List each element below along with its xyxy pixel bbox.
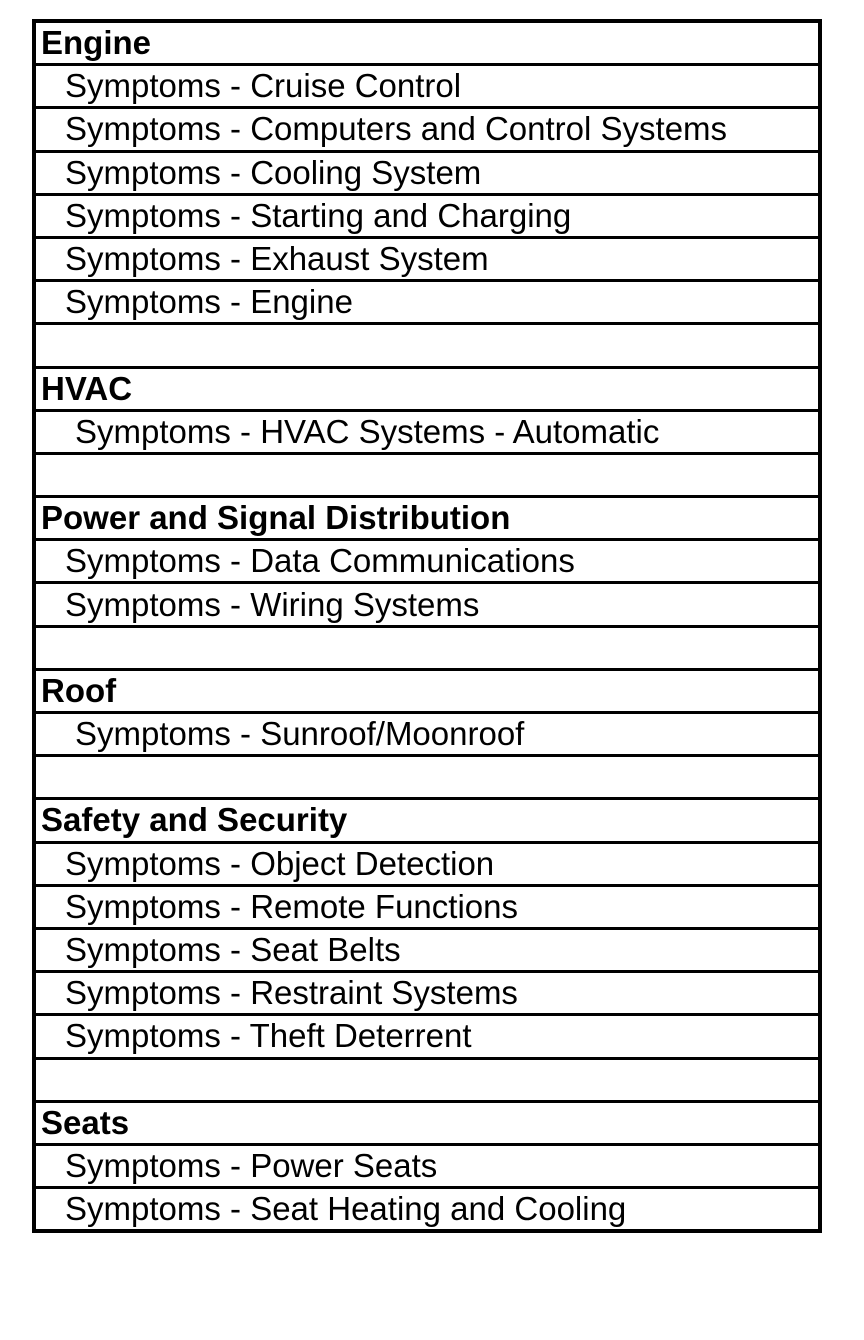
blank-cell (34, 324, 820, 367)
section-header: HVAC (34, 367, 820, 410)
symptoms-index-table (32, 19, 822, 1233)
symptom-row (34, 713, 820, 756)
section-header-row (34, 669, 820, 712)
symptom-row (34, 928, 820, 971)
blank-cell (34, 756, 820, 799)
symptom-row (34, 237, 820, 280)
symptom-item: Symptoms - Sunroof/Moonroof (34, 713, 820, 756)
symptom-row (34, 842, 820, 885)
symptom-item: Symptoms - Exhaust System (34, 237, 820, 280)
symptom-item: Symptoms - Seat Belts (34, 928, 820, 971)
section-header: Seats (34, 1101, 820, 1144)
blank-separator-row (34, 626, 820, 669)
symptom-row (34, 885, 820, 928)
symptom-row (34, 194, 820, 237)
blank-cell (34, 1058, 820, 1101)
symptom-row (34, 540, 820, 583)
section-header: Power and Signal Distribution (34, 497, 820, 540)
blank-separator-row (34, 324, 820, 367)
symptom-row (34, 65, 820, 108)
symptom-item: Symptoms - Restraint Systems (34, 972, 820, 1015)
symptoms-index-body (34, 21, 820, 1231)
symptom-item: Symptoms - Computers and Control Systems (34, 108, 820, 151)
symptom-row (34, 1188, 820, 1232)
symptom-row (34, 1015, 820, 1058)
symptom-row (34, 108, 820, 151)
symptom-item: Symptoms - Data Communications (34, 540, 820, 583)
blank-cell (34, 453, 820, 496)
symptom-item: Symptoms - Seat Heating and Cooling (34, 1188, 820, 1232)
symptom-item: Symptoms - Wiring Systems (34, 583, 820, 626)
section-header: Safety and Security (34, 799, 820, 842)
section-header: Engine (34, 21, 820, 65)
symptom-item: Symptoms - Starting and Charging (34, 194, 820, 237)
symptom-item: Symptoms - Power Seats (34, 1144, 820, 1187)
symptom-item: Symptoms - Cooling System (34, 151, 820, 194)
symptom-row (34, 972, 820, 1015)
symptom-item: Symptoms - HVAC Systems - Automatic (34, 410, 820, 453)
symptom-row (34, 410, 820, 453)
symptom-row (34, 583, 820, 626)
symptom-item: Symptoms - Theft Deterrent (34, 1015, 820, 1058)
blank-separator-row (34, 453, 820, 496)
symptom-row (34, 1144, 820, 1187)
symptom-item: Symptoms - Remote Functions (34, 885, 820, 928)
blank-cell (34, 626, 820, 669)
section-header-row (34, 799, 820, 842)
symptom-item: Symptoms - Engine (34, 281, 820, 324)
section-header-row (34, 367, 820, 410)
section-header: Roof (34, 669, 820, 712)
blank-separator-row (34, 756, 820, 799)
section-header-row (34, 21, 820, 65)
section-header-row (34, 497, 820, 540)
symptom-item: Symptoms - Object Detection (34, 842, 820, 885)
symptom-item: Symptoms - Cruise Control (34, 65, 820, 108)
symptom-row (34, 281, 820, 324)
blank-separator-row (34, 1058, 820, 1101)
section-header-row (34, 1101, 820, 1144)
symptom-row (34, 151, 820, 194)
